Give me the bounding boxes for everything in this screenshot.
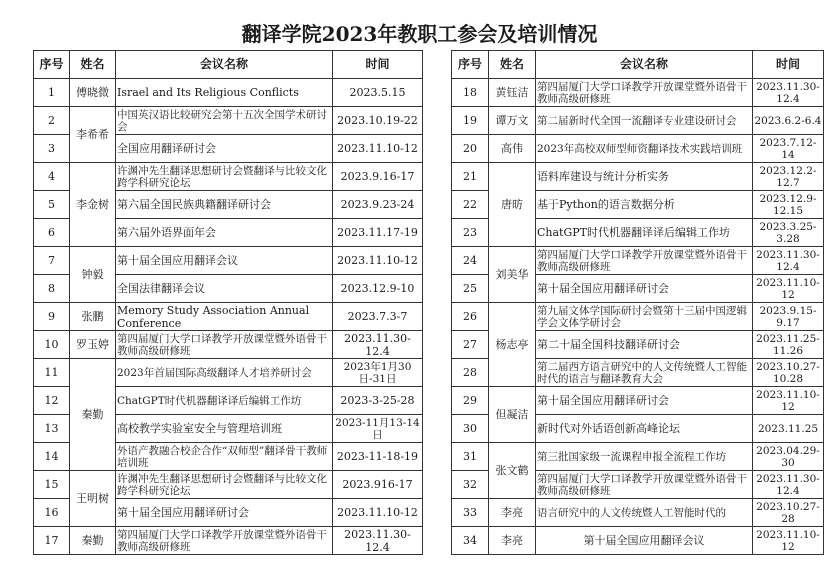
header-time: 时间	[333, 51, 423, 79]
row-name: 李亮	[489, 527, 536, 555]
row-conference: ChatGPT时代机器翻译译后编辑工作坊	[116, 387, 333, 415]
row-time: 2023.12.2-12.7	[753, 163, 824, 191]
row-time: 2023-11月13-14日	[333, 415, 423, 443]
row-name: 黄钰洁	[489, 79, 536, 107]
header-time: 时间	[753, 51, 824, 79]
row-conference: 第四届厦门大学口译教学开放课堂暨外语骨干教师高级研修班	[116, 527, 333, 555]
row-conference: Memory Study Association Annual Conference	[116, 303, 333, 331]
row-conference: 语料库建设与统计分析实务	[536, 163, 753, 191]
table-row	[452, 443, 824, 471]
row-conference: 第十届全国应用翻译研讨会	[116, 499, 333, 527]
row-conference: 第十届全国应用翻译研讨会	[536, 275, 753, 303]
row-conference: 第四届厦门大学口译教学开放课堂暨外语骨干教师高级研修班	[536, 79, 753, 107]
row-no: 26	[452, 303, 489, 331]
row-name: 但凝洁	[489, 387, 536, 443]
row-time: 2023.11.30-12.4	[753, 247, 824, 275]
table-row	[452, 499, 824, 527]
row-no: 18	[452, 79, 489, 107]
row-time: 2023.10.27-28	[753, 499, 824, 527]
row-time: 2023.12.9-12.15	[753, 191, 824, 219]
row-time: 2023.6.2-6.4	[753, 107, 824, 135]
row-conference: 新时代对外话语创新高峰论坛	[536, 415, 753, 443]
row-no: 25	[452, 275, 489, 303]
row-conference: 第六届外语界面年会	[116, 219, 333, 247]
row-name: 谭万文	[489, 107, 536, 135]
row-no: 29	[452, 387, 489, 415]
row-no: 33	[452, 499, 489, 527]
row-conference: 第二十届全国科技翻译研讨会	[536, 331, 753, 359]
table-row	[34, 107, 423, 135]
row-time: 2023.7.12-14	[753, 135, 824, 163]
row-no: 15	[34, 471, 70, 499]
table-row	[452, 247, 824, 275]
row-conference: 第四届厦门大学口译教学开放课堂暨外语骨干教师高级研修班	[116, 331, 333, 359]
row-no: 12	[34, 387, 70, 415]
header-no: 序号	[34, 51, 70, 79]
row-name: 秦勤	[70, 527, 116, 555]
left-table	[33, 50, 423, 555]
row-name: 王明树	[70, 471, 116, 527]
row-no: 22	[452, 191, 489, 219]
row-time: 2023.11.30-12.4	[753, 471, 824, 499]
row-time: 2023.11.25	[753, 415, 824, 443]
row-name: 张文鹤	[489, 443, 536, 499]
table-header-row	[34, 51, 423, 79]
row-time: 2023.9.16-17	[333, 163, 423, 191]
row-time: 2023.11.25-11.26	[753, 331, 824, 359]
table-row	[34, 303, 423, 331]
row-conference: 第二届新时代全国一流翻译专业建设研讨会	[536, 107, 753, 135]
row-time: 2023.11.10-12	[333, 499, 423, 527]
table-row	[452, 163, 824, 191]
row-time: 2023.10.27-10.28	[753, 359, 824, 387]
table-row	[452, 107, 824, 135]
row-time: 2023.916-17	[333, 471, 423, 499]
row-conference: 全国应用翻译研讨会	[116, 135, 333, 163]
row-no: 32	[452, 471, 489, 499]
row-time: 2023.11.30-12.4	[333, 527, 423, 555]
row-no: 10	[34, 331, 70, 359]
row-conference: 外语产教融合校企合作“双师型”翻译骨干教师培训班	[116, 443, 333, 471]
row-conference: 第十届全国应用翻译会议	[536, 527, 753, 555]
row-no: 21	[452, 163, 489, 191]
row-no: 17	[34, 527, 70, 555]
table-row	[34, 527, 423, 555]
row-name: 傅晓微	[70, 79, 116, 107]
row-conference: 2023年首届国际高级翻译人才培养研讨会	[116, 359, 333, 387]
row-conference: 全国法律翻译会议	[116, 275, 333, 303]
row-name: 李亮	[489, 499, 536, 527]
row-conference: 第十届全国应用翻译研讨会	[536, 387, 753, 415]
row-no: 24	[452, 247, 489, 275]
row-time: 2023.11.10-12	[753, 275, 824, 303]
row-no: 30	[452, 415, 489, 443]
header-conference: 会议名称	[116, 51, 333, 79]
row-no: 7	[34, 247, 70, 275]
row-conference: 第二届西方语言研究中的人文传统暨人工智能时代的语言与翻译教育大会	[536, 359, 753, 387]
row-conference: 高校教学实验室安全与管理培训班	[116, 415, 333, 443]
row-name: 秦勤	[70, 359, 116, 471]
row-conference: 第九届文体学国际研讨会暨第十三届中国逻辑学会文体学研讨会	[536, 303, 753, 331]
header-conference: 会议名称	[536, 51, 753, 79]
row-conference: 2023年高校双师型师资翻译技术实践培训班	[536, 135, 753, 163]
row-no: 1	[34, 79, 70, 107]
row-time: 2023.11.17-19	[333, 219, 423, 247]
table-row	[34, 247, 423, 275]
table-row	[452, 303, 824, 331]
header-no: 序号	[452, 51, 489, 79]
row-conference: 第四届厦门大学口译教学开放课堂暨外语骨干教师高级研修班	[536, 471, 753, 499]
row-conference: 中国英汉语比较研究会第十五次全国学术研讨会	[116, 107, 333, 135]
row-time: 2023.11.10-12	[753, 387, 824, 415]
row-time: 2023.11.30-12.4	[753, 79, 824, 107]
table-row	[34, 359, 423, 387]
page-title: 翻译学院2023年教职工参会及培训情况	[241, 22, 598, 46]
table-row	[34, 471, 423, 499]
header-name: 姓名	[489, 51, 536, 79]
row-no: 19	[452, 107, 489, 135]
right-table	[451, 50, 824, 555]
row-name: 唐昉	[489, 163, 536, 247]
table-row	[452, 387, 824, 415]
row-no: 16	[34, 499, 70, 527]
row-time: 2023.5.15	[333, 79, 423, 107]
row-time: 2023.11.30-12.4	[333, 331, 423, 359]
row-time: 2023.9.23-24	[333, 191, 423, 219]
table-header-row	[452, 51, 824, 79]
row-conference: 许渊冲先生翻译思想研讨会暨翻译与比较文化跨学科研究论坛	[116, 163, 333, 191]
row-conference: 许渊冲先生翻译思想研讨会暨翻译与比较文化跨学科研究论坛	[116, 471, 333, 499]
row-conference: 第六届全国民族典籍翻译研讨会	[116, 191, 333, 219]
table-row	[34, 79, 423, 107]
row-conference: 第四届厦门大学口译教学开放课堂暨外语骨干教师高级研修班	[536, 247, 753, 275]
row-time: 2023-3-25-28	[333, 387, 423, 415]
row-no: 6	[34, 219, 70, 247]
table-row	[34, 163, 423, 191]
row-name: 钟毅	[70, 247, 116, 303]
row-name: 李金树	[70, 163, 116, 247]
table-row	[452, 527, 824, 555]
row-no: 23	[452, 219, 489, 247]
row-no: 3	[34, 135, 70, 163]
row-no: 13	[34, 415, 70, 443]
row-time: 2023-11-18-19	[333, 443, 423, 471]
row-time: 2023.9.15-9.17	[753, 303, 824, 331]
row-time: 2023.11.10-12	[753, 527, 824, 555]
row-name: 刘美华	[489, 247, 536, 303]
table-row	[452, 135, 824, 163]
row-conference: ChatGPT时代机器翻译译后编辑工作坊	[536, 219, 753, 247]
row-conference: Israel and Its Religious Conflicts	[116, 79, 333, 107]
row-no: 14	[34, 443, 70, 471]
row-no: 31	[452, 443, 489, 471]
row-no: 8	[34, 275, 70, 303]
row-name: 张鹏	[70, 303, 116, 331]
row-name: 罗玉婷	[70, 331, 116, 359]
row-conference: 第十届全国应用翻译会议	[116, 247, 333, 275]
header-name: 姓名	[70, 51, 116, 79]
row-no: 27	[452, 331, 489, 359]
row-no: 5	[34, 191, 70, 219]
row-no: 34	[452, 527, 489, 555]
table-row	[452, 79, 824, 107]
table-row	[34, 331, 423, 359]
row-time: 2023.7.3-7	[333, 303, 423, 331]
row-time: 2023.3.25-3.28	[753, 219, 824, 247]
row-time: 2023年1月30日-31日	[333, 359, 423, 387]
row-time: 2023.04.29-30	[753, 443, 824, 471]
row-conference: 第三批国家级一流课程申报全流程工作坊	[536, 443, 753, 471]
row-no: 4	[34, 163, 70, 191]
row-no: 11	[34, 359, 70, 387]
row-no: 2	[34, 107, 70, 135]
row-no: 9	[34, 303, 70, 331]
row-time: 2023.11.10-12	[333, 247, 423, 275]
row-time: 2023.12.9-10	[333, 275, 423, 303]
row-no: 20	[452, 135, 489, 163]
row-time: 2023.10.19-22	[333, 107, 423, 135]
row-time: 2023.11.10-12	[333, 135, 423, 163]
row-no: 28	[452, 359, 489, 387]
row-name: 杨志亭	[489, 303, 536, 387]
row-name: 李希希	[70, 107, 116, 163]
row-conference: 基于Python的语言数据分析	[536, 191, 753, 219]
row-conference: 语言研究中的人文传统暨人工智能时代的	[536, 499, 753, 527]
row-name: 高伟	[489, 135, 536, 163]
